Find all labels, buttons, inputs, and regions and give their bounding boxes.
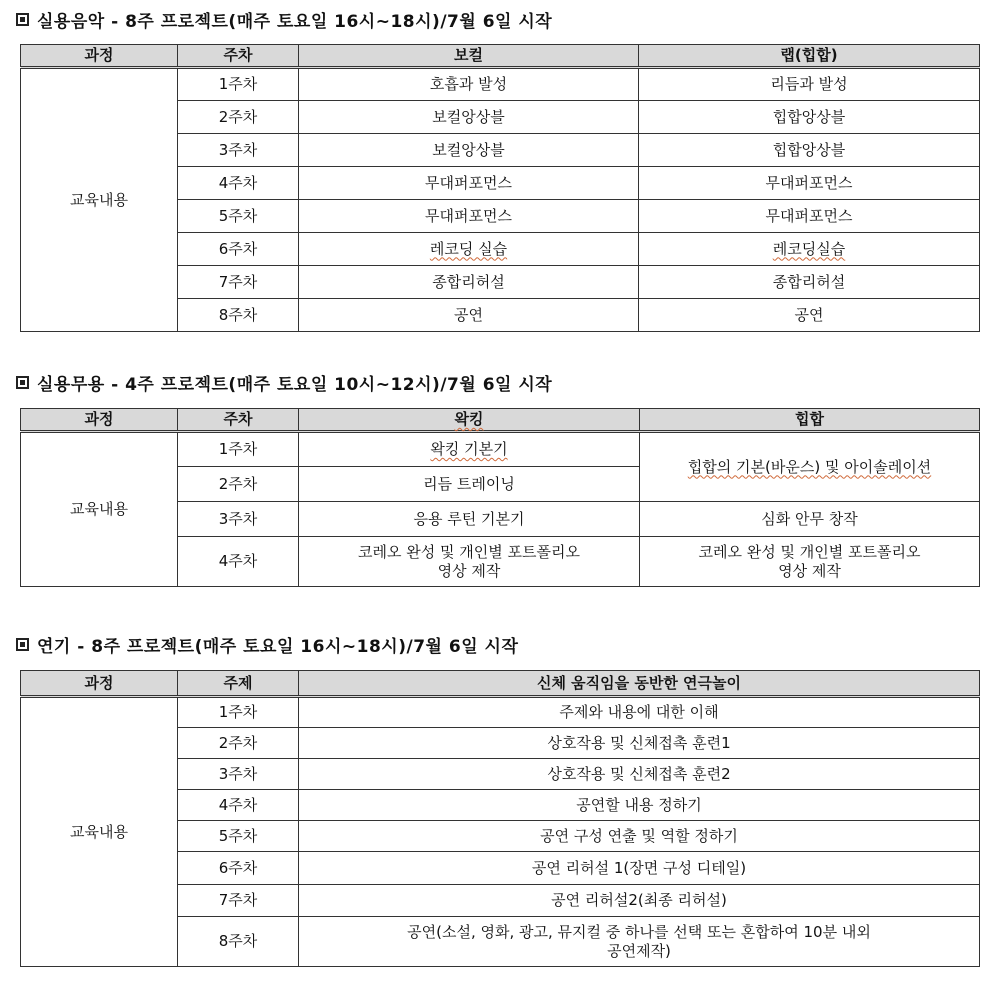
vocal-cell: 무대퍼포먼스: [299, 200, 639, 233]
week-cell: 5주차: [178, 821, 299, 852]
content-cell: 상호작용 및 신체접촉 훈련1: [299, 728, 980, 759]
header-rap: 랩(힙합): [639, 45, 980, 68]
square-bullet-icon: [16, 638, 29, 651]
rap-text: 레코딩실습: [772, 239, 846, 258]
rap-cell: 무대퍼포먼스: [639, 167, 980, 200]
vocal-cell: 공연: [299, 299, 639, 332]
header-topic: 주제: [178, 671, 299, 697]
header-course: 과정: [21, 409, 178, 432]
header-vocal: 보컬: [299, 45, 639, 68]
square-bullet-icon: [16, 376, 29, 389]
week-cell: 6주차: [178, 233, 299, 266]
rap-cell: 리듬과 발성: [639, 68, 980, 101]
week-cell: 2주차: [178, 728, 299, 759]
content-cell: 공연할 내용 정하기: [299, 790, 980, 821]
week-cell: 5주차: [178, 200, 299, 233]
week-cell: 7주차: [178, 885, 299, 917]
week-cell: 3주차: [178, 502, 299, 537]
week-cell: 8주차: [178, 917, 299, 967]
hiphop-cell: 심화 안무 창작: [640, 502, 980, 537]
category-cell: 교육내용: [21, 697, 178, 967]
week-cell: 2주차: [178, 101, 299, 134]
rap-cell: 무대퍼포먼스: [639, 200, 980, 233]
content-cell: 공연 리허설2(최종 리허설): [299, 885, 980, 917]
dance-table: [20, 408, 980, 587]
cell-line: 영상 제작: [778, 561, 841, 580]
acting-table: [20, 670, 980, 967]
rap-cell: 종합리허설: [639, 266, 980, 299]
week-cell: 6주차: [178, 852, 299, 885]
cell-line: 코레오 완성 및 개인별 포트폴리오: [698, 542, 921, 561]
table-header-row: [21, 671, 980, 697]
hiphop-cell: [640, 537, 980, 587]
header-hiphop: 힙합: [640, 409, 980, 432]
week-cell: 7주차: [178, 266, 299, 299]
acting-title-text: 연기 - 8주 프로젝트(매주 토요일 16시~18시)/7월 6일 시작: [37, 637, 519, 657]
week-cell: 4주차: [178, 790, 299, 821]
cell-line: 영상 제작: [437, 561, 501, 580]
header-week: 주차: [178, 45, 299, 68]
vocal-cell: 보컬앙상블: [299, 134, 639, 167]
hiphop-cell: 힙합의 기본(바운스) 및 아이솔레이션: [640, 432, 980, 502]
header-week: 주차: [178, 409, 299, 432]
waacking-cell: 왁킹 기본기: [299, 432, 640, 467]
content-cell: 공연 구성 연출 및 역할 정하기: [299, 821, 980, 852]
rap-cell: 힙합앙상블: [639, 101, 980, 134]
vocal-cell: 무대퍼포먼스: [299, 167, 639, 200]
vocal-cell: 보컬앙상블: [299, 101, 639, 134]
category-cell: 교육내용: [21, 68, 178, 332]
week-cell: 8주차: [178, 299, 299, 332]
rap-cell: 힙합앙상블: [639, 134, 980, 167]
week-cell: 1주차: [178, 697, 299, 728]
cell-line: 코레오 완성 및 개인별 포트폴리오: [358, 542, 580, 561]
waacking-cell: 응용 루틴 기본기: [299, 502, 640, 537]
waacking-cell: 리듬 트레이닝: [299, 467, 640, 502]
week-cell: 4주차: [178, 167, 299, 200]
week-cell: 3주차: [178, 134, 299, 167]
dance-section-title: [16, 370, 552, 395]
content-cell: 상호작용 및 신체접촉 훈련2: [299, 759, 980, 790]
week-cell: 1주차: [178, 68, 299, 101]
table-row: [21, 68, 980, 101]
header-course: 과정: [21, 671, 178, 697]
content-cell: [299, 917, 980, 967]
cell-line: 공연제작): [607, 941, 671, 960]
rap-cell: 공연: [639, 299, 980, 332]
week-cell: 3주차: [178, 759, 299, 790]
vocal-text: 레코딩 실습: [429, 239, 508, 258]
cell-line: 공연(소설, 영화, 광고, 뮤지컬 중 하나를 선택 또는 혼합하여 10분 내외: [407, 922, 871, 941]
content-cell: 주제와 내용에 대한 이해: [299, 697, 980, 728]
dance-title-text: 실용무용 - 4주 프로젝트(매주 토요일 10시~12시)/7월 6일 시작: [37, 375, 553, 395]
table-row: [21, 432, 980, 467]
music-table: [20, 44, 980, 332]
table-header-row: [21, 45, 980, 68]
week-cell: 4주차: [178, 537, 299, 587]
music-title-text: 실용음악 - 8주 프로젝트(매주 토요일 16시~18시)/7월 6일 시작: [37, 12, 553, 32]
square-bullet-icon: [16, 13, 29, 26]
category-cell: 교육내용: [21, 432, 178, 587]
acting-section-title: [16, 632, 518, 657]
music-section-title: [16, 7, 552, 32]
vocal-cell: [299, 233, 639, 266]
waacking-cell: [299, 537, 640, 587]
header-waacking: 왁킹: [299, 409, 640, 432]
week-cell: 2주차: [178, 467, 299, 502]
content-cell: 공연 리허설 1(장면 구성 디테일): [299, 852, 980, 885]
table-row: [21, 697, 980, 728]
header-theater-play: 신체 움직임을 동반한 연극놀이: [299, 671, 980, 697]
header-course: 과정: [21, 45, 178, 68]
table-header-row: [21, 409, 980, 432]
vocal-cell: 종합리허설: [299, 266, 639, 299]
week-cell: 1주차: [178, 432, 299, 467]
rap-cell: [639, 233, 980, 266]
vocal-cell: 호흡과 발성: [299, 68, 639, 101]
